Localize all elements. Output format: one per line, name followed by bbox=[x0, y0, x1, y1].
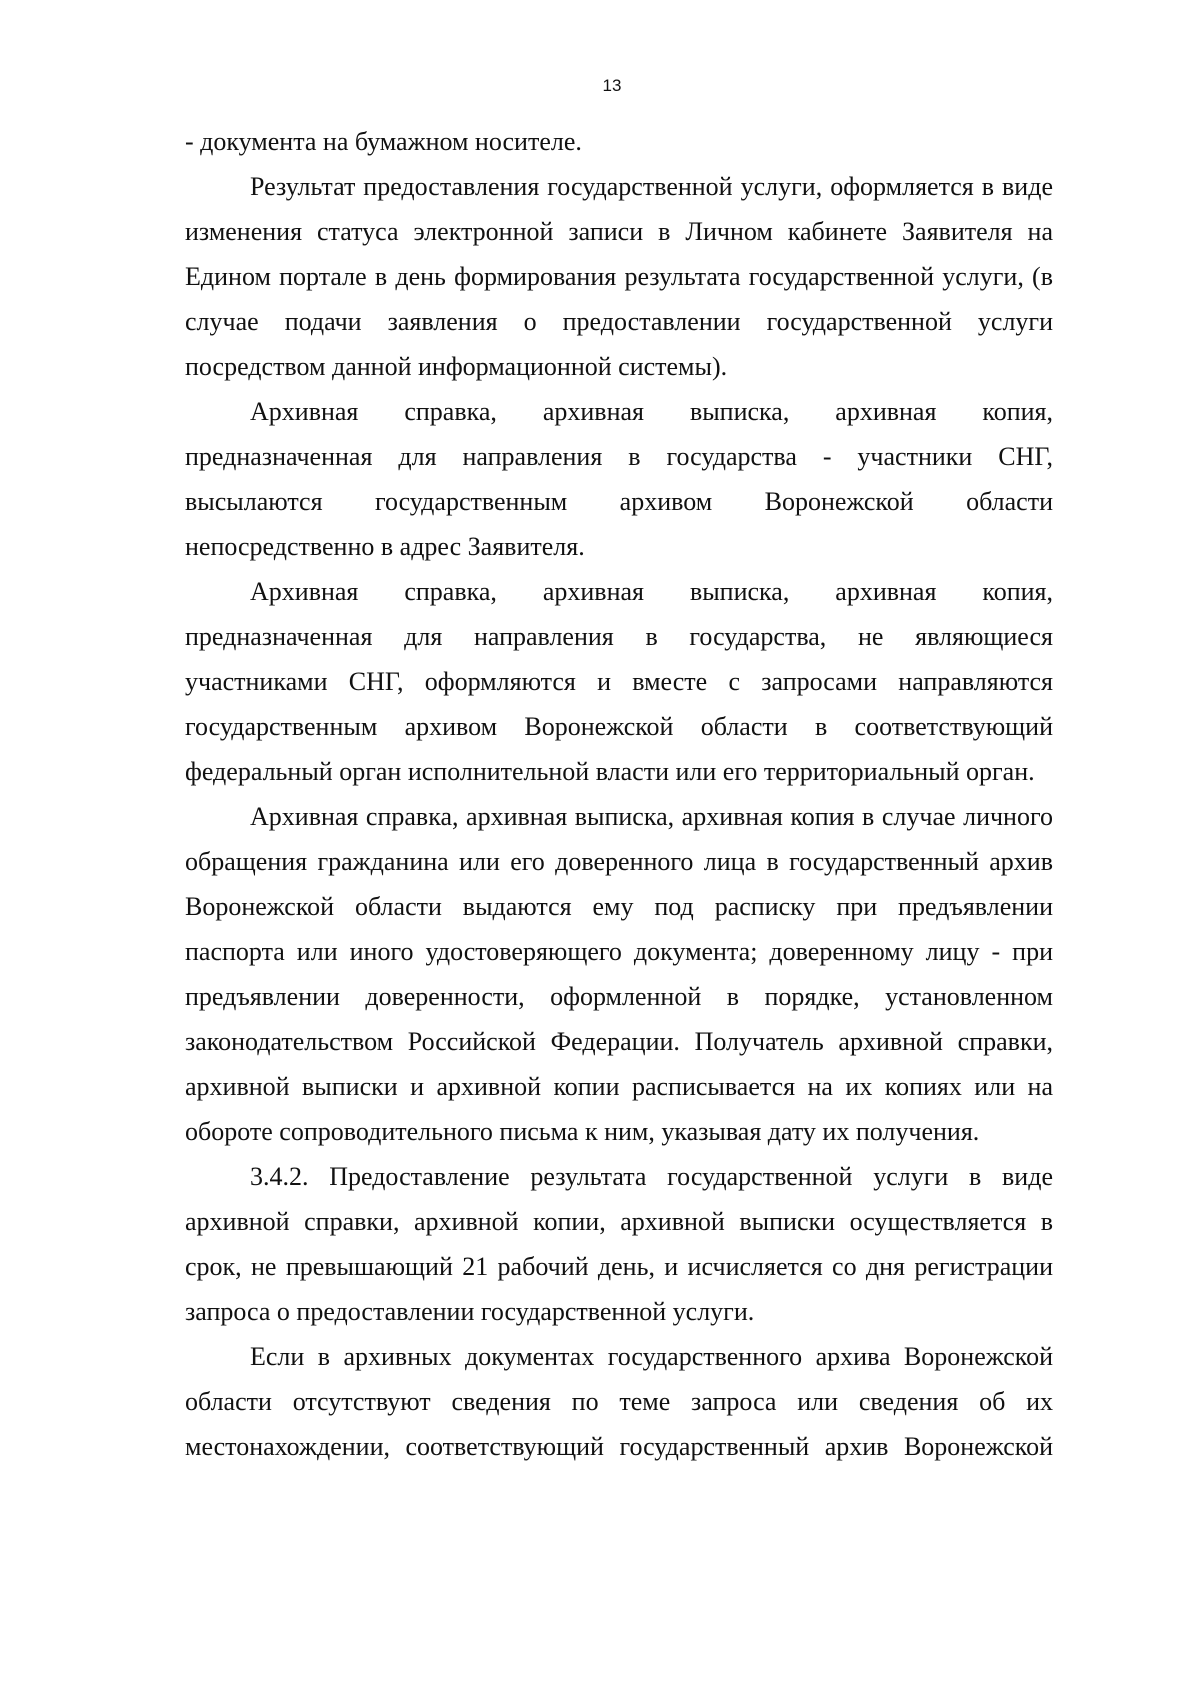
text-line: местонахождении, соответствующий государственный архив Воронежской bbox=[185, 1432, 1053, 1461]
text-line: Архивная справка, архивная выписка, архивная копия, bbox=[250, 577, 1053, 606]
paragraph bbox=[185, 122, 1053, 167]
paragraph bbox=[185, 572, 1053, 797]
text-line: федеральный орган исполнительной власти или его территориальный орган. bbox=[185, 757, 1035, 786]
page-number: 13 bbox=[602, 76, 622, 95]
paragraph bbox=[185, 392, 1053, 572]
text-line: Архивная справка, архивная выписка, архивная копия в случае личного bbox=[250, 802, 1053, 831]
text-line: Воронежской области выдаются ему под расписку при предъявлении bbox=[185, 892, 1053, 921]
paragraph bbox=[185, 167, 1053, 392]
text-line: высылаются государственным архивом Воронежской области bbox=[185, 487, 1053, 516]
text-line: предъявлении доверенности, оформленной в порядке, установленном bbox=[185, 982, 1053, 1011]
paragraph bbox=[185, 797, 1053, 1157]
text-line: государственным архивом Воронежской области в соответствующий bbox=[185, 712, 1053, 741]
text-line: запроса о предоставлении государственной услуги. bbox=[185, 1297, 755, 1326]
text-line: обороте сопроводительного письма к ним, указывая дату их получения. bbox=[185, 1117, 980, 1146]
paragraph bbox=[185, 1157, 1053, 1337]
text-line: архивной справки, архивной копии, архивной выписки осуществляется в bbox=[185, 1207, 1053, 1236]
text-line: посредством данной информационной системы). bbox=[185, 352, 728, 381]
text-line: Результат предоставления государственной услуги, оформляется в виде bbox=[250, 172, 1053, 201]
document-body bbox=[185, 122, 1053, 1472]
text-line: паспорта или иного удостоверяющего документа; доверенному лицу - при bbox=[185, 937, 1053, 966]
text-line: 3.4.2. Предоставление результата государственной услуги в виде bbox=[250, 1162, 1053, 1191]
text-line: Едином портале в день формирования результата государственной услуги, (в bbox=[185, 262, 1053, 291]
text-line: участниками СНГ, оформляются и вместе с запросами направляются bbox=[185, 667, 1053, 696]
text-line: предназначенная для направления в государства - участники СНГ, bbox=[185, 442, 1053, 471]
text-line: случае подачи заявления о предоставлении государственной услуги bbox=[185, 307, 1053, 336]
text-line: законодательством Российской Федерации. Получатель архивной справки, bbox=[185, 1027, 1053, 1056]
paragraph bbox=[185, 1337, 1053, 1472]
text-line: обращения гражданина или его доверенного лица в государственный архив bbox=[185, 847, 1053, 876]
text-line: архивной выписки и архивной копии расписывается на их копиях или на bbox=[185, 1072, 1053, 1101]
text-line: - документа на бумажном носителе. bbox=[185, 127, 582, 156]
text-line: Если в архивных документах государственного архива Воронежской bbox=[250, 1342, 1053, 1371]
text-line: срок, не превышающий 21 рабочий день, и исчисляется со дня регистрации bbox=[185, 1252, 1053, 1281]
text-line: предназначенная для направления в государства, не являющиеся bbox=[185, 622, 1053, 651]
text-line: изменения статуса электронной записи в Личном кабинете Заявителя на bbox=[185, 217, 1053, 246]
text-line: области отсутствуют сведения по теме запроса или сведения об их bbox=[185, 1387, 1053, 1416]
text-line: непосредственно в адрес Заявителя. bbox=[185, 532, 585, 561]
text-line: Архивная справка, архивная выписка, архивная копия, bbox=[250, 397, 1053, 426]
